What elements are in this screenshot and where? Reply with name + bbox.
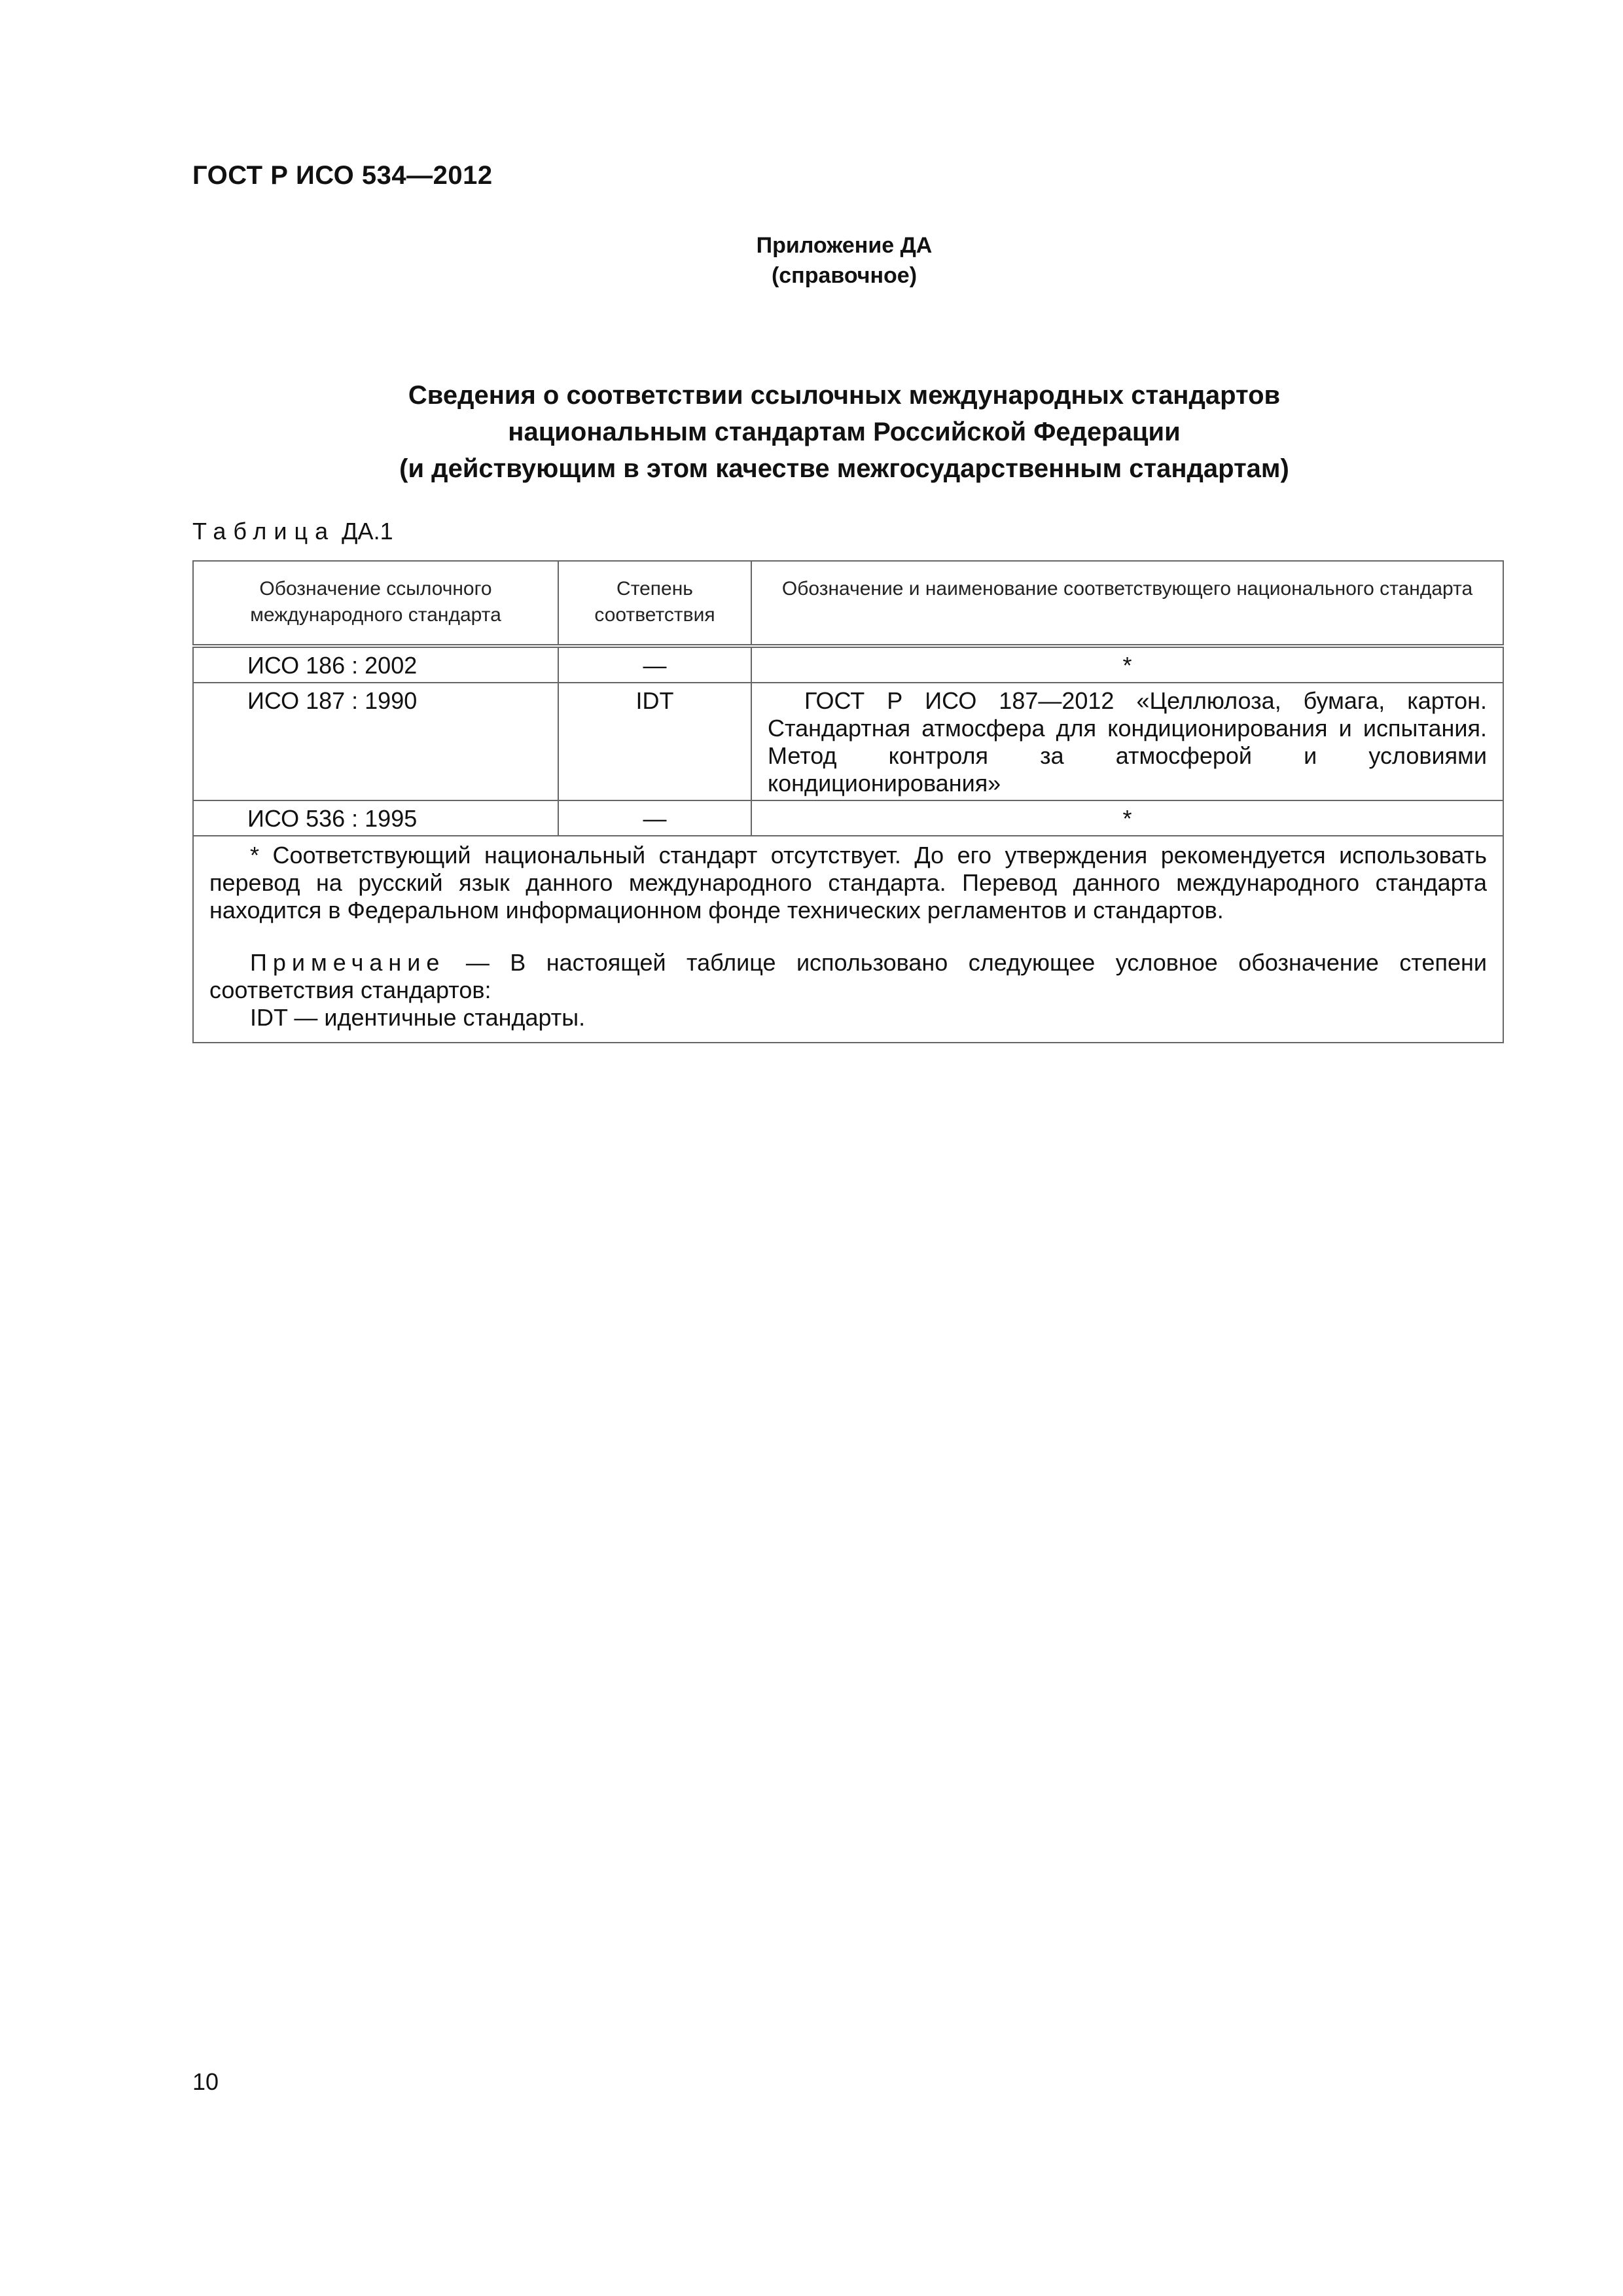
footnote-text: * Соответствующий национальный стандарт отсутствует. До его утверждения рекомендуется использовать перевод на русский язык данного международного стандарта. Перевод данного международного стандарта находится в Федеральном информационном фонде технических регламентов и стандартов.	[209, 842, 1487, 924]
table-caption-word: Таблица	[192, 518, 336, 545]
table-row	[193, 800, 1503, 836]
cell-standard-code: ИСО 186 : 2002	[193, 646, 558, 683]
annex-title: Приложение ДА	[756, 233, 933, 258]
table-row	[193, 646, 1503, 683]
header-international-standard: Обозначение ссылочного международного стандарта	[193, 561, 558, 646]
cell-degree: —	[558, 646, 751, 683]
main-title	[262, 377, 1427, 487]
table-note	[209, 949, 1487, 1031]
note-item-paragraph	[209, 1004, 1487, 1031]
main-title-line-1: Сведения о соответствии ссылочных международных стандартов	[408, 381, 1281, 410]
cell-standard-code: ИСО 187 : 1990	[193, 683, 558, 800]
cell-degree: —	[558, 800, 751, 836]
table-header-row	[193, 561, 1503, 646]
correspondence-table	[192, 560, 1504, 1043]
annex-type: (справочное)	[771, 263, 918, 288]
cell-degree: IDT	[558, 683, 751, 800]
note-text: — В настоящей таблице использовано следующее условное обозначение степени соответствия стандартов:	[209, 949, 1487, 1003]
cell-standard-code: ИСО 536 : 1995	[193, 800, 558, 836]
note-label: Примечание	[250, 949, 446, 976]
table-notes-row	[193, 836, 1503, 1043]
table-notes-cell	[193, 836, 1503, 1043]
main-title-line-3: (и действующим в этом качестве межгосударственным стандартам)	[399, 454, 1289, 483]
table-row	[193, 683, 1503, 800]
table-caption	[192, 517, 393, 546]
page-number: 10	[192, 2068, 219, 2095]
national-standard-text: ГОСТ Р ИСО 187—2012 «Целлюлоза, бумага, картон. Стандартная атмосфера для кондиционирования и испытания. Метод контроля за атмосферой и условиями кондиционирования»	[768, 687, 1487, 797]
main-title-line-2: национальным стандартам Российской Федерации	[508, 418, 1181, 446]
table-footnote	[209, 842, 1487, 924]
note-paragraph	[209, 949, 1487, 1004]
cell-national-standard: *	[751, 646, 1503, 683]
header-national-standard: Обозначение и наименование соответствующего национального стандарта	[751, 561, 1503, 646]
table-caption-number: ДА.1	[342, 518, 393, 545]
cell-national-standard: *	[751, 800, 1503, 836]
cell-national-standard	[751, 683, 1503, 800]
header-degree-of-correspondence: Степень соответствия	[558, 561, 751, 646]
document-code: ГОСТ Р ИСО 534—2012	[192, 161, 493, 190]
note-item: IDT — идентичные стандарты.	[250, 1004, 586, 1031]
